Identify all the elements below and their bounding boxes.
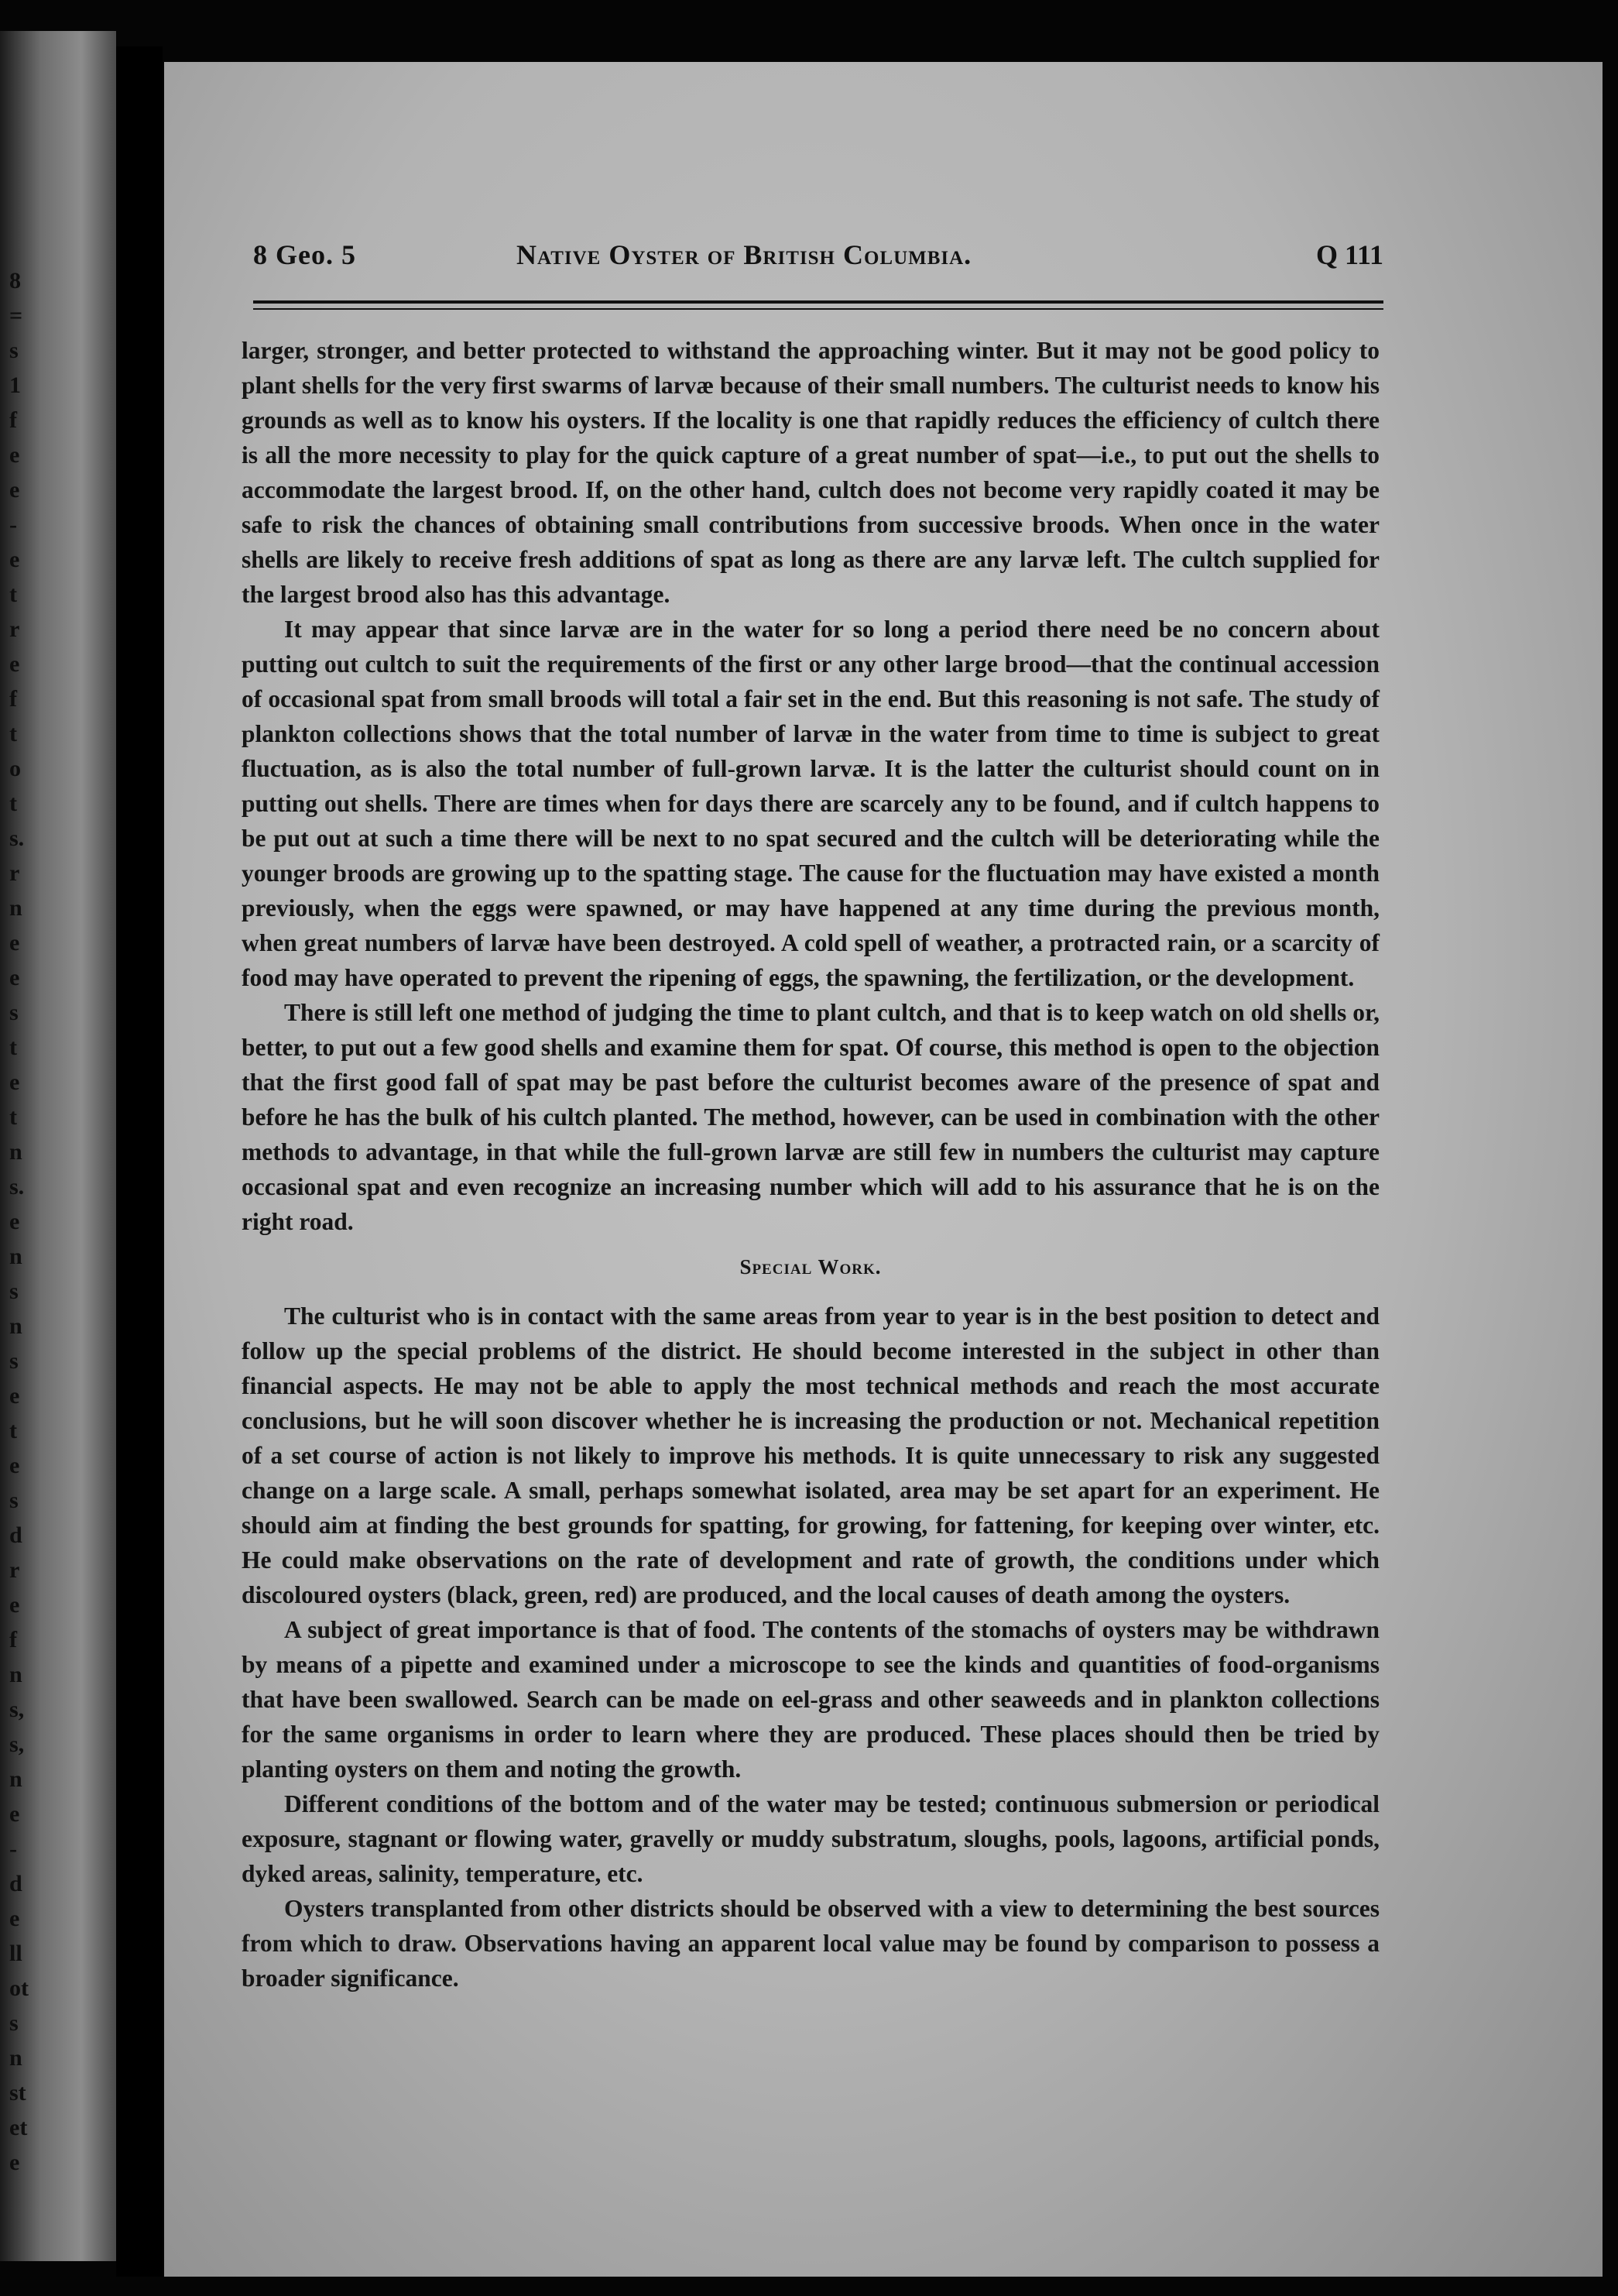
facing-page-letter: n bbox=[9, 1662, 22, 1687]
paragraph: It may appear that since larvæ are in the water for so long a period there need be no concern about putting out cultch to suit the requirements of the first or any other large brood—that the continual accession of occasional spat from small broods will total a fair set in the end. But this reasoning is not safe. The study of plankton collections shows that the total number of larvæ in the water from time to time is subject to great fluctuation, as is also the total number of full-grown larvæ. It is the latter the culturist should count on in putting out shells. There are times when for days there are scarcely any to be found, and if cultch happens to be put out at such a time there will be next to no spat secured and the cultch will be deteriorating while the younger broods are growing up to the spatting stage. The cause for the fluctuation may have existed a month previously, when the eggs were spawned, or may have happened at any time during the previous month, when great numbers of larvæ have been destroyed. A cold spell of weather, a protracted rain, or a scarcity of food may have operated to prevent the ripening of eggs, the spawning, the fertilization, or the development. bbox=[242, 616, 1380, 991]
facing-page-letter: e bbox=[9, 651, 20, 677]
facing-page-letter: n bbox=[9, 1313, 22, 1339]
facing-page-letter: t bbox=[9, 791, 17, 816]
facing-page-letter: ll bbox=[9, 1941, 22, 1966]
header-rule-thin bbox=[253, 308, 1383, 310]
facing-page-edge bbox=[0, 31, 116, 2261]
facing-page-letter: s bbox=[9, 1488, 19, 1513]
facing-page-letter: s, bbox=[9, 1697, 25, 1722]
paragraph: Oysters transplanted from other districts should be observed with a view to determining the best sources from which to draw. Observations having an apparent local value may be found by comparison to possess a broader significance. bbox=[242, 1895, 1380, 1992]
header-title: Native Oyster of British Columbia. bbox=[516, 239, 972, 270]
facing-page-letter: f bbox=[9, 686, 17, 712]
facing-page-letter: s bbox=[9, 2010, 19, 2036]
facing-page-letter: e bbox=[9, 1453, 20, 1478]
facing-page-letter: et bbox=[9, 2115, 28, 2140]
facing-page-letter: d bbox=[9, 1871, 22, 1896]
body-text bbox=[242, 333, 1380, 1996]
facing-page-letter: f bbox=[9, 407, 17, 433]
facing-page-letter: e bbox=[9, 547, 20, 572]
facing-page-letter: r bbox=[9, 860, 20, 886]
header-rule-thick bbox=[253, 300, 1383, 304]
paragraph: Different conditions of the bottom and of the water may be tested; continuous submersion or periodical exposure, stagnant or flowing water, gravelly or muddy substratum, sloughs, pools, lagoons, artificial ponds, dyked areas, salinity, temperature, etc. bbox=[242, 1790, 1380, 1887]
facing-page-letter: t bbox=[9, 1104, 17, 1130]
facing-page-letter: s. bbox=[9, 825, 25, 851]
facing-page-letter: n bbox=[9, 1766, 22, 1792]
paragraph: A subject of great importance is that of food. The contents of the stomachs of oysters may be withdrawn by means of a pipette and examined under a microscope to see the kinds and quantities of food-organisms that have been swallowed. Search can be made on eel-grass and other seaweeds and in plankton collections for the same organisms in order to learn where they are produced. These places should then be tried by planting oysters on them and noting the growth. bbox=[242, 1616, 1380, 1783]
facing-page-letter: ot bbox=[9, 1975, 29, 2001]
header-volume: 8 Geo. 5 bbox=[253, 239, 356, 270]
facing-page-letter: e bbox=[9, 1069, 20, 1095]
paragraph: There is still left one method of judging the time to plant cultch, and that is to keep watch on old shells or, better, to put out a few good shells and examine them for spat. Of course, this method is open to the objection that the first good fall of spat may be past before the culturist becomes aware of the presence of spat and before he has the bulk of his cultch planted. The method, however, can be used in combination with the other methods to advantage, in that while the full-grown larvæ are still few in numbers the culturist may capture occasional spat and even recognize an increasing number which will add to his assurance that he is on the right road. bbox=[242, 999, 1380, 1235]
facing-page-letter: t bbox=[9, 1035, 17, 1060]
facing-page-letter: s bbox=[9, 1278, 19, 1304]
facing-page-letter: d bbox=[9, 1522, 22, 1548]
facing-page-letter: t bbox=[9, 721, 17, 746]
facing-page-letter: r bbox=[9, 616, 20, 642]
facing-page-letter: s bbox=[9, 338, 19, 363]
facing-page-letter: e bbox=[9, 2150, 20, 2175]
facing-page-letter: e bbox=[9, 930, 20, 956]
facing-page-letter: t bbox=[9, 1418, 17, 1443]
page bbox=[164, 62, 1603, 2277]
running-header bbox=[253, 239, 1383, 285]
facing-page-letter: e bbox=[9, 442, 20, 468]
section-heading: Special Work. bbox=[739, 1255, 882, 1278]
page-number: Q 111 bbox=[1315, 239, 1383, 270]
facing-page-letter: e bbox=[9, 477, 20, 503]
facing-page-letter: f bbox=[9, 1627, 17, 1653]
facing-page-letter: 1 bbox=[9, 372, 21, 398]
facing-page-letter: e bbox=[9, 1383, 20, 1409]
facing-page-letter: s, bbox=[9, 1731, 25, 1757]
facing-page-letter: e bbox=[9, 1209, 20, 1234]
paragraph: larger, stronger, and better protected to withstand the approaching winter. But it may not be good policy to plant shells for the very first swarms of larvæ because of their small numbers. The culturist needs to know his grounds as well as to know his oysters. If the locality is one that rapidly reduces the efficiency of cultch there is all the more necessity to play for the quick capture of a great number of spat—i.e., to put out the shells to accommodate the largest brood. If, on the other hand, cultch does not become very rapidly coated it may be safe to risk the chances of obtaining small contributions from successive broods. When once in the water shells are likely to receive fresh additions of spat as long as there are any larvæ left. The cultch supplied for the largest brood also has this advantage. bbox=[242, 337, 1380, 608]
book-gutter bbox=[116, 46, 163, 2277]
facing-page-letter: r bbox=[9, 1557, 20, 1583]
facing-page-letter: s. bbox=[9, 1174, 25, 1199]
facing-page-letter: 8 bbox=[9, 268, 21, 293]
facing-page-letter: = bbox=[9, 303, 23, 328]
facing-page-letter: o bbox=[9, 756, 21, 781]
paragraph: The culturist who is in contact with the same areas from year to year is in the best position to detect and follow up the special problems of the district. He should become interested in the subject in other than financial aspects. He may not be able to apply the most technical methods and reach the most accurate conclusions, but he will soon discover whether he is increasing the production or not. Mechanical repetition of a set course of action is not likely to improve his methods. It is quite unnecessary to risk any suggested change on a large scale. A small, perhaps somewhat isolated, area may be set apart for an experiment. He should aim at finding the best grounds for spatting, for growing, for fattening, for keeping over winter, etc. He could make observations on the rate of development and rate of growth, the conditions under which discoloured oysters (black, green, red) are produced, and the local causes of death among the oysters. bbox=[242, 1302, 1380, 1608]
facing-page-letter: n bbox=[9, 895, 22, 921]
facing-page-letter: s bbox=[9, 1000, 19, 1025]
facing-page-letter: - bbox=[9, 512, 17, 537]
facing-page-letter: t bbox=[9, 582, 17, 607]
facing-page-letter: n bbox=[9, 1244, 22, 1269]
facing-page-letter-column bbox=[9, 263, 33, 2180]
facing-page-letter: e bbox=[9, 1906, 20, 1931]
facing-page-letter: n bbox=[9, 1139, 22, 1165]
facing-page-letter: e bbox=[9, 1592, 20, 1618]
facing-page-letter: - bbox=[9, 1836, 17, 1862]
facing-page-letter: n bbox=[9, 2045, 22, 2071]
facing-page-letter: e bbox=[9, 1801, 20, 1827]
facing-page-letter: e bbox=[9, 965, 20, 990]
facing-page-letter: s bbox=[9, 1348, 19, 1374]
facing-page-letter: st bbox=[9, 2080, 26, 2106]
